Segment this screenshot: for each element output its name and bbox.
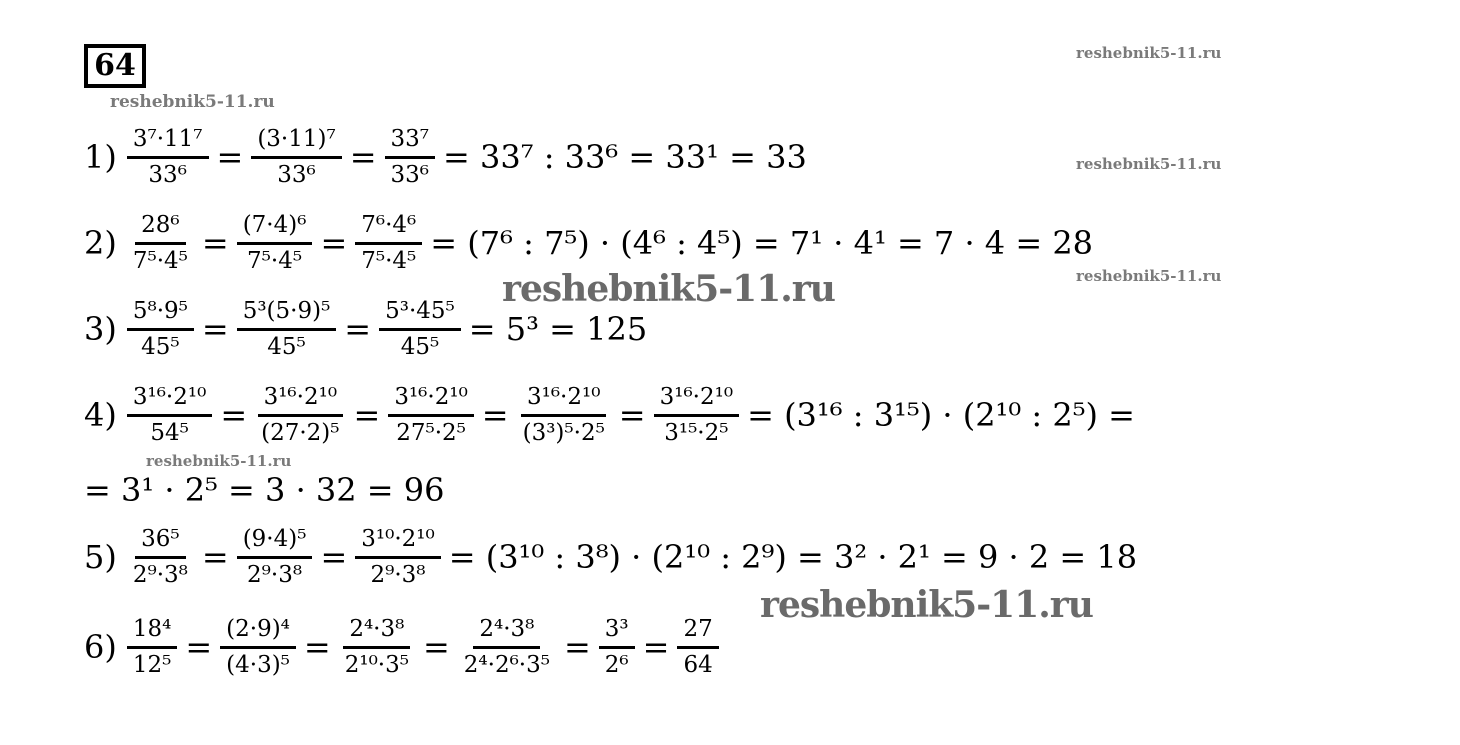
fraction [127,384,212,447]
watermark: reshebnik5-11.ru [1076,155,1222,173]
fraction-denominator: 33⁶ [277,161,316,188]
fraction-numerator: 7⁶·4⁶ [355,212,422,245]
fraction-numerator: (9·4)⁵ [237,526,313,559]
equals-sign: = [201,310,229,348]
line-label: 4) [84,396,117,434]
line-label: 1) [84,138,117,176]
fraction [355,212,422,275]
fraction [255,384,345,447]
equals-sign: = [422,628,450,666]
line-result: = (3¹⁰ : 3⁸) · (2¹⁰ : 2⁹) = 3² · 2¹ = 9 · 2 = 18 [448,538,1138,576]
equals-sign: = [353,396,381,434]
fraction-denominator: 2⁹·3⁸ [132,561,188,588]
fraction-denominator: 7⁵·4⁵ [247,247,303,274]
line-label: 3) [84,310,117,348]
equals-sign: = [642,628,670,666]
equals-sign: = [344,310,372,348]
watermark: reshebnik5-11.ru [110,92,275,112]
line-result: = (7⁶ : 7⁵) · (4⁶ : 4⁵) = 7¹ · 4¹ = 7 · 4 = 28 [430,224,1094,262]
fraction-numerator: 5⁸·9⁵ [127,298,194,331]
fraction-numerator: (2·9)⁴ [220,616,296,649]
fraction-denominator: 45⁵ [400,333,440,360]
fraction-denominator: 2⁹·3⁸ [247,561,303,588]
fraction-denominator: 2⁴·2⁶·3⁵ [463,651,550,678]
equals-sign: = [220,396,248,434]
fraction-numerator: 3¹⁶·2¹⁰ [654,384,739,417]
fraction-numerator: 3¹⁶·2¹⁰ [388,384,473,417]
fraction [517,384,611,447]
fraction [251,126,341,189]
fraction [237,298,337,361]
watermark-large: reshebnik5-11.ru [502,268,835,310]
fraction-numerator: 2⁴·3⁸ [343,616,410,649]
fraction-denominator: 33⁶ [148,161,187,188]
fraction [458,616,556,679]
equals-sign: = [201,538,229,576]
fraction-numerator: 3¹⁰·2¹⁰ [355,526,440,559]
equals-sign: = [320,538,348,576]
equals-sign: = [201,224,229,262]
fraction-denominator: (4·3)⁵ [226,651,290,678]
watermark-large: reshebnik5-11.ru [760,584,1093,626]
fraction [677,616,718,679]
line-4-continuation: = 3¹ · 2⁵ = 3 · 32 = 96 [84,471,445,509]
fraction-numerator: 33⁷ [385,126,436,159]
fraction-denominator: 7⁵·4⁵ [132,247,188,274]
watermark: reshebnik5-11.ru [1076,267,1222,285]
equals-sign: = [563,628,591,666]
solution-line-4 [84,385,1139,445]
fraction [599,616,635,679]
task-number: 64 [94,48,136,83]
fraction [127,616,178,679]
line-label: 2) [84,224,117,262]
fraction-denominator: 27⁵·2⁵ [396,419,466,446]
watermark: reshebnik5-11.ru [1076,44,1222,62]
watermark: reshebnik5-11.ru [146,452,292,470]
equals-sign: = [481,396,509,434]
fraction-numerator: (3·11)⁷ [251,126,341,159]
fraction-numerator: (7·4)⁶ [237,212,313,245]
equals-sign: = [618,396,646,434]
fraction [385,126,436,189]
fraction-denominator: 2¹⁰·3⁵ [344,651,409,678]
fraction-denominator: (3³)⁵·2⁵ [522,419,605,446]
fraction-numerator: 3¹⁶·2¹⁰ [127,384,212,417]
line-result: = 33⁷ : 33⁶ = 33¹ = 33 [443,138,807,176]
fraction-numerator: 5³(5·9)⁵ [237,298,337,331]
fraction-denominator: (27·2)⁵ [261,419,340,446]
fraction-denominator: 54⁵ [150,419,189,446]
fraction-numerator: 3¹⁶·2¹⁰ [521,384,606,417]
line-result: = (3¹⁶ : 3¹⁵) · (2¹⁰ : 2⁵) = [747,396,1135,434]
fraction [127,298,194,361]
fraction-denominator: 33⁶ [390,161,430,188]
fraction [355,526,440,589]
fraction-denominator: 3¹⁵·2⁵ [664,419,729,446]
equals-sign: = [320,224,348,262]
equals-sign: = [349,138,377,176]
fraction-numerator: 3³ [599,616,635,649]
equals-sign: = [216,138,244,176]
solution-line-3 [84,299,651,359]
fraction [339,616,415,679]
fraction [127,126,209,189]
fraction-numerator: 2⁴·3⁸ [473,616,540,649]
fraction-numerator: 3¹⁶·2¹⁰ [258,384,343,417]
fraction-numerator: 28⁶ [135,212,186,245]
line-label: 5) [84,538,117,576]
solution-line-1 [84,127,811,187]
line-result: = 5³ = 125 [468,310,648,348]
solution-line-5 [84,527,1141,587]
fraction [388,384,473,447]
fraction-numerator: 27 [677,616,718,649]
fraction-denominator: 12⁵ [132,651,172,678]
equals-sign: = [185,628,213,666]
fraction-numerator: 18⁴ [127,616,178,649]
fraction-numerator: 36⁵ [135,526,186,559]
fraction [220,616,296,679]
fraction-denominator: 45⁵ [141,333,180,360]
fraction [237,526,313,589]
line-label: 6) [84,628,117,666]
fraction-denominator: 64 [683,651,713,678]
fraction-numerator: 5³·45⁵ [379,298,461,331]
task-number-box [84,44,146,88]
fraction-denominator: 45⁵ [267,333,306,360]
solution-line-6 [84,617,723,677]
fraction [237,212,313,275]
fraction-numerator: 3⁷·11⁷ [127,126,209,159]
fraction-denominator: 7⁵·4⁵ [361,247,417,274]
fraction [127,212,194,275]
fraction-denominator: 2⁹·3⁸ [370,561,426,588]
fraction [379,298,461,361]
solution-line-2 [84,213,1097,273]
fraction [127,526,194,589]
equals-sign: = [303,628,331,666]
fraction-denominator: 2⁶ [604,651,629,678]
fraction [654,384,739,447]
